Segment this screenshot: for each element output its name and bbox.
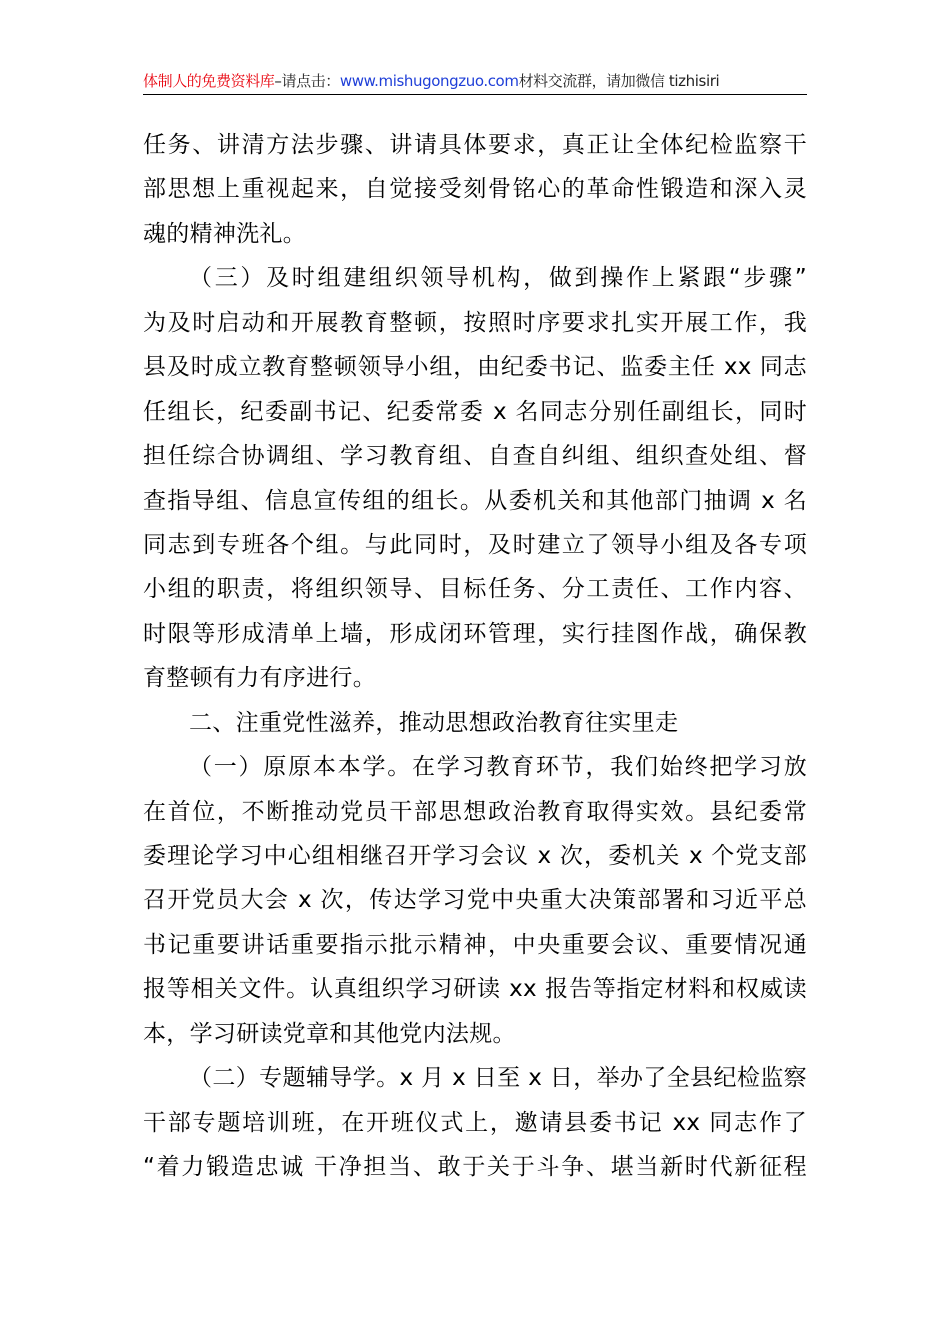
text-line: 查指导组、信息宣传组的组长。从委机关和其他部门抽调 x 名 [143,487,807,514]
text-line: 担任综合协调组、学习教育组、自查自纠组、组织查处组、督 [143,443,807,470]
text-line: 小组的职责，将组织领导、目标任务、分工责任、工作内容、 [143,576,807,603]
header-click-prompt: –请点击： [274,72,340,90]
text-line: 委理论学习中心组相继召开学习会议 x 次，委机关 x 个党支部 [143,843,807,869]
text-line: 二、注重党性滋养，推动思想政治教育往实里走 [189,709,679,736]
text-line: 县及时成立教育整顿领导小组，由纪委书记、监委主任 xx 同志 [143,354,807,381]
text-line: （三）及时组建组织领导机构，做到操作上紧跟“步骤” [189,265,807,292]
text-line: 书记重要讲话重要指示批示精神，中央重要会议、重要情况通 [143,931,807,958]
text-line: 报等相关文件。认真组织学习研读 xx 报告等指定材料和权威读 [143,976,807,1003]
text-line: 部思想上重视起来，自觉接受刻骨铭心的革命性锻造和深入灵 [143,176,807,203]
header-wechat-note: 材料交流群，请加微信 tizhisiri [518,72,720,90]
text-line: 干部专题培训班，在开班仪式上，邀请县委书记 xx 同志作了 [143,1109,807,1136]
text-line: 魂的精神洗礼。 [143,220,307,247]
text-line: 为及时启动和开展教育整顿，按照时序要求扎实开展工作，我 [143,309,807,336]
text-line: 任组长，纪委副书记、纪委常委 x 名同志分别任副组长，同时 [143,398,807,425]
text-line: （二）专题辅导学。x 月 x 日至 x 日，举办了全县纪检监察 [189,1065,807,1092]
text-line: 在首位，不断推动党员干部思想政治教育取得实效。县纪委常 [143,798,807,825]
text-line: 同志到专班各个组。与此同时，及时建立了领导小组及各专项 [143,531,807,558]
text-line: “着力锻造忠诚 干净担当、敢于关于斗争、堪当新时代新征程 [143,1154,807,1181]
text-line: 召开党员大会 x 次，传达学习党中央重大决策部署和习近平总 [143,887,807,914]
header-brand-text: 体制人的免费资料库 [143,72,275,90]
text-line: （一）原原本本学。在学习教育环节，我们始终把学习放 [189,754,807,781]
text-line: 时限等形成清单上墙，形成闭环管理，实行挂图作战，确保教 [143,620,807,647]
page-header [143,70,807,95]
document-body [143,123,807,1190]
header-website-link[interactable]: www.mishugongzuo.com [339,72,519,90]
text-line: 本，学习研读党章和其他党内法规。 [143,1020,516,1047]
text-line: 育整顿有力有序进行。 [143,665,376,692]
text-line: 任务、讲清方法步骤、讲请具体要求，真正让全体纪检监察干 [143,132,807,158]
